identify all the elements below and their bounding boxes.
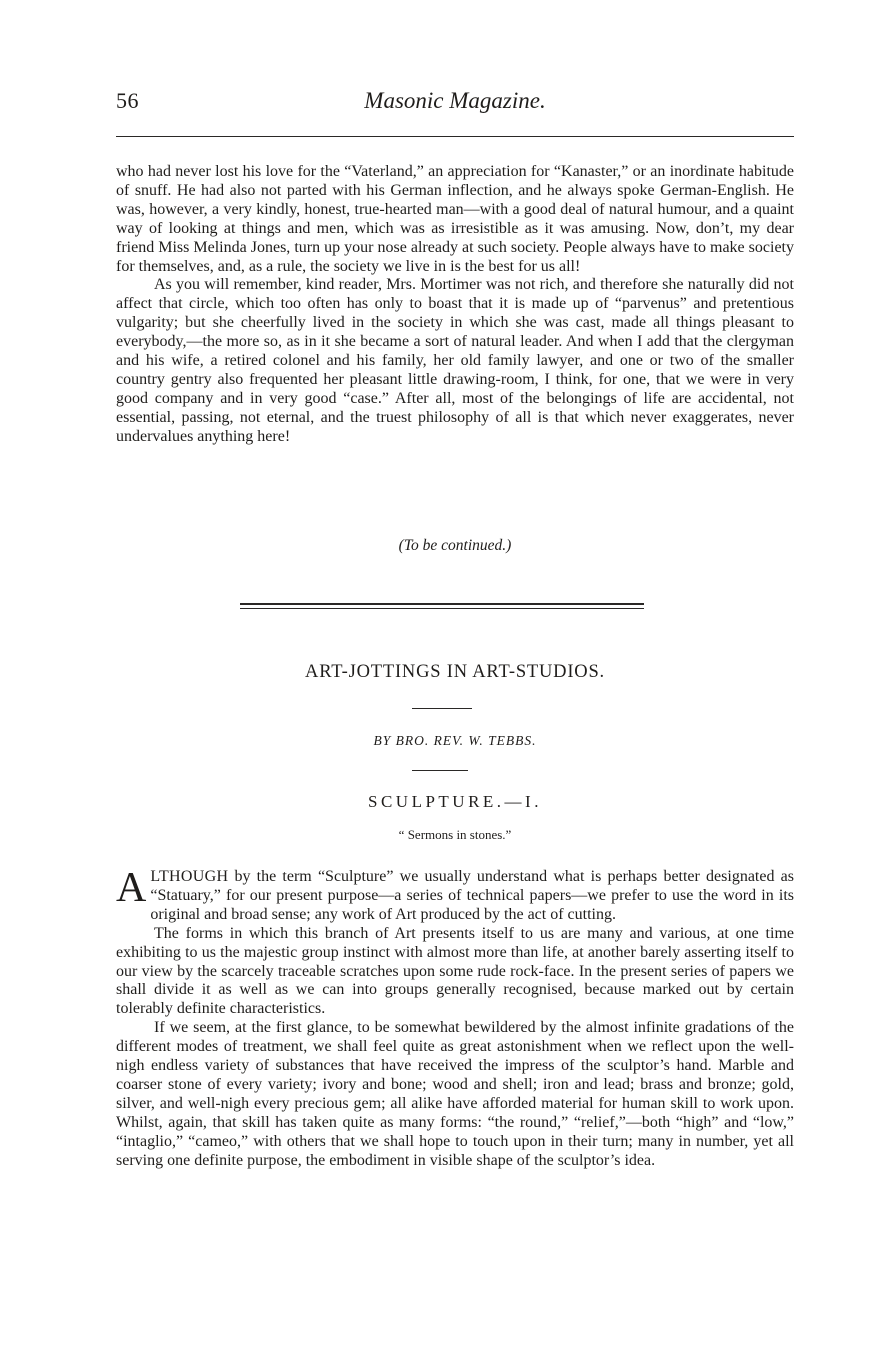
title-rule bbox=[412, 708, 472, 709]
byline-rule bbox=[412, 770, 468, 771]
section-title: SCULPTURE.—I. bbox=[368, 792, 542, 811]
article-text bbox=[116, 865, 794, 1171]
drop-cap: A bbox=[116, 865, 147, 911]
section-divider-thin bbox=[240, 608, 644, 609]
running-head bbox=[116, 82, 794, 122]
story-text bbox=[116, 163, 794, 447]
article-paragraph-1-text: by the term “Sculpture” we usually understand what is perhaps better designated as “Statuary,” for our present purpose—a series of technical papers—we prefer to use the word in its original and broad sense; any work of Art produced by the act of cutting. bbox=[150, 868, 794, 923]
story-paragraph-2: As you will remember, kind reader, Mrs. Mortimer was not rich, and therefore she naturally did not affect that circle, which too often has only to boast that it is made up of “parvenus” and pretentious vulgarity; but she cheerfully lived in the society in which she was cast, made all things pleasant to everybody,—the more so, as in it she became a sort of natural leader. And when I add that the clergyman and his wife, a retired colonel and his family, her old family lawyer, and one or two of the smaller country gentry also frequented her pleasant little drawing-room, I think, for one, that we were in very good company and in very good “case.” After all, most of the belongings of life are accidental, not essential, passing, not eternal, and the truest philosophy of all is that which never exaggerates, never undervalues anything here! bbox=[116, 276, 794, 445]
story-paragraph-1: who had never lost his love for the “Vaterland,” an appreciation for “Kanaster,” or an inordinate habitude of snuff. He had also not parted with his German inflection, and he always spoke German-English. He was, however, a very kindly, honest, true-hearted man—with a good deal of natural humour, and a quaint way of looking at things and men, which was as irresistible as it was amusing. Now, don’t, my dear friend Miss Melinda Jones, turn up your nose already at such society. People always have to make society for themselves, and, as a rule, the society we live in is the best for us all! bbox=[116, 163, 794, 275]
header-rule bbox=[116, 136, 794, 137]
to-be-continued: (To be continued.) bbox=[398, 537, 512, 554]
article-paragraph-1 bbox=[116, 865, 794, 925]
article-paragraph-3: If we seem, at the first glance, to be somewhat bewildered by the almost infinite gradations of the different modes of treatment, we shall feel quite as great astonishment when we reflect upon the well-nigh endless variety of substances that have received the impress of the sculptor’s hand. Marble and coarser stone of every variety; ivory and bone; wood and shell; iron and lead; brass and bronze; gold, silver, and well-nigh every precious gem; all alike have afforded material for human skill to work upon. Whilst, again, that skill has taken quite as many forms: “the round,” “relief,”—both “high” and “low,” “intaglio,” “cameo,” with others that we shall hope to touch upon in their turn; many in number, yet all serving one definite purpose, the embodiment in visible shape of the sculptor’s idea. bbox=[116, 1019, 794, 1169]
article-paragraph-2: The forms in which this branch of Art presents itself to us are many and various, at one time exhibiting to us the majestic group instinct with almost more than life, at another barely asserting itself to our view by the scarcely traceable scratches upon some rude rock-face. In the present series of papers we shall divide it as well as we can into groups generally recognised, because marked out by certain tolerably definite characteristics. bbox=[116, 924, 794, 1018]
first-word: LTHOUGH bbox=[150, 868, 229, 885]
article-byline: BY BRO. REV. W. TEBBS. bbox=[373, 733, 537, 748]
article-title: ART-JOTTINGS IN ART-STUDIOS. bbox=[305, 662, 605, 682]
page-number: 56 bbox=[116, 88, 139, 113]
magazine-title: Masonic Magazine. bbox=[364, 88, 546, 113]
epigraph: “ Sermons in stones.” bbox=[398, 827, 512, 842]
section-divider-thick bbox=[240, 603, 644, 605]
